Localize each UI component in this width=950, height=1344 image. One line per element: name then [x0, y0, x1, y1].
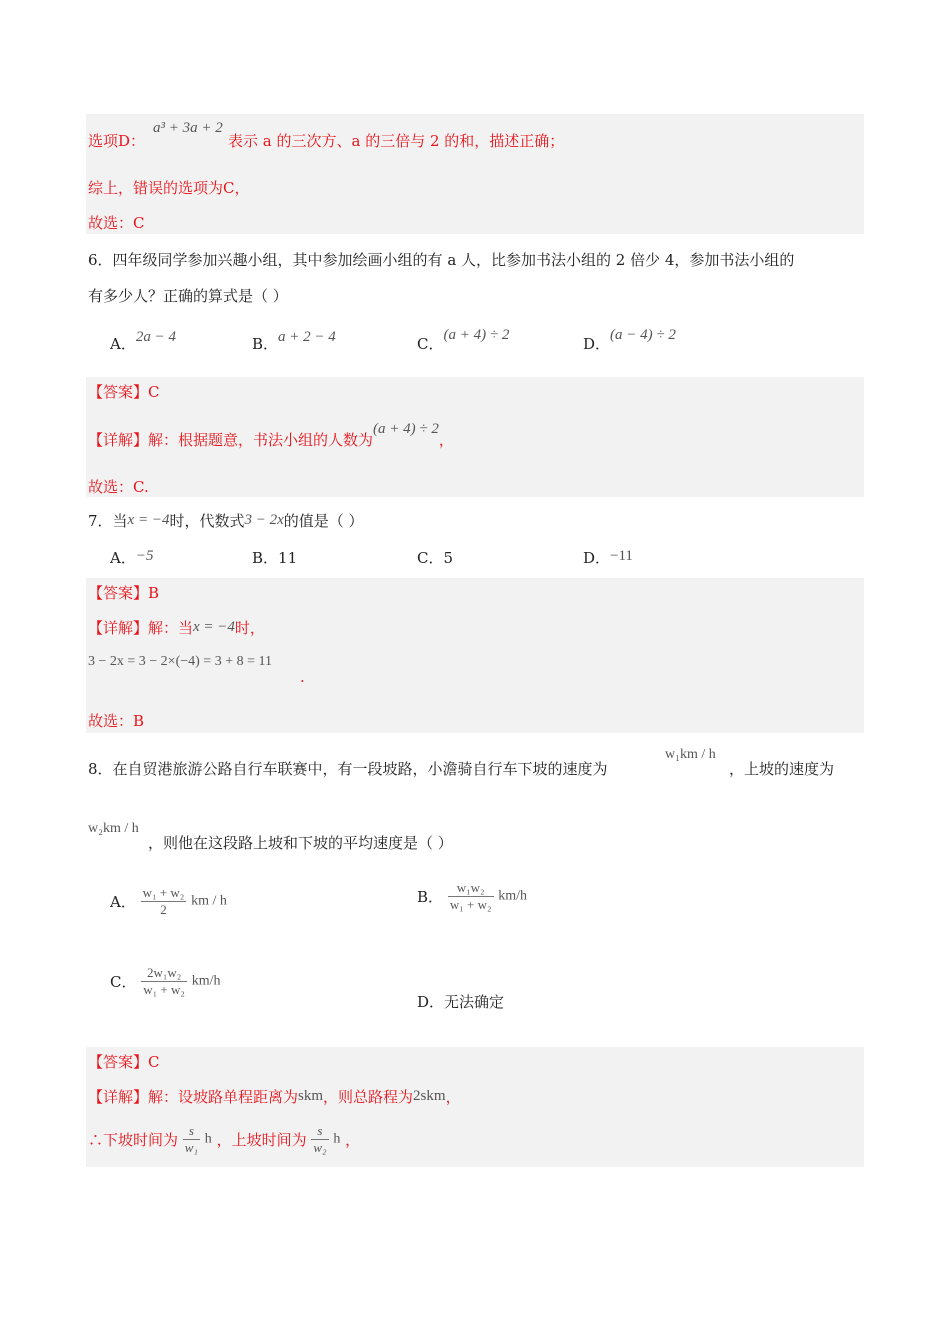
q6-option-d-expr: (a − 4) ÷ 2 — [610, 327, 676, 343]
q8-speed-down: w₁km / h — [665, 747, 716, 762]
q7-stem — [88, 511, 364, 532]
q7-detail — [88, 618, 265, 639]
q6-option-d-label: D． — [583, 335, 611, 353]
q7-detail-prefix: 【详解】解：当 — [88, 619, 194, 637]
q8-answer: 【答案】C — [88, 1053, 160, 1071]
q7-final: 故选：B — [88, 712, 145, 730]
q8-option-c-unit: km/h — [191, 973, 221, 989]
q8-stem-line1-end: ，上坡的速度为 — [729, 760, 835, 778]
q5-option-d-line — [88, 131, 145, 151]
q8-detail-s: skm — [298, 1088, 324, 1104]
q6-stem-line1: 6．四年级同学参加兴趣小组，其中参加绘画小组的有 a 人，比参加书法小组的 2 倍少 4，参加书法小组的 — [88, 251, 795, 269]
q7-option-c-label: C． — [417, 549, 444, 567]
q8-detail-prefix: 【详解】解：设坡路单程距离为 — [88, 1088, 299, 1106]
q7-detail-suffix: 时， — [234, 619, 265, 637]
q7-option-b-value: 11 — [278, 549, 298, 567]
q6-option-c-label: C． — [417, 335, 444, 353]
q7-option-d[interactable] — [583, 548, 633, 569]
q6-option-b-label: B． — [252, 335, 279, 353]
q7-option-a-label: A． — [110, 549, 136, 567]
q6-detail-prefix: 【详解】解：根据题意，书法小组的人数为 — [88, 431, 374, 449]
q8-stem-line1 — [88, 759, 608, 779]
q8-time-up-denominator: w₂ — [313, 1140, 327, 1155]
q8-stem-line1-text: 8．在自贸港旅游公路自行车联赛中，有一段坡路，小澹骑自行车下坡的速度为 — [88, 760, 608, 778]
q5-summary: 综上，错误的选项为C， — [88, 179, 250, 197]
q5-option-d-label: 选项D： — [88, 132, 146, 150]
q7-stem-b: 时，代数式 — [169, 512, 245, 530]
q7-option-d-value: −11 — [610, 548, 633, 564]
q6-option-d[interactable] — [583, 327, 676, 355]
q6-option-a-label: A． — [110, 335, 136, 353]
q8-option-a-unit: km / h — [191, 893, 227, 909]
q8-option-c[interactable] — [110, 965, 221, 998]
q7-stem-c: 的值是（ ） — [283, 512, 364, 530]
q8-therefore: ∴下坡时间为 — [88, 1131, 179, 1149]
q6-option-a[interactable] — [110, 329, 176, 355]
q8-option-b-label: B． — [417, 888, 444, 906]
q8-option-d-text: 无法确定 — [444, 993, 505, 1011]
q8-time-down-fraction — [183, 1123, 200, 1156]
q8-option-a-denominator: 2 — [160, 902, 167, 917]
q8-time-end: ， — [345, 1131, 361, 1149]
q5-final: 故选：C — [88, 214, 145, 232]
q8-speed-up: w₂km / h — [88, 821, 139, 836]
q8-option-b-denominator: w₁ + w₂ — [449, 897, 492, 912]
q7-stem-expr2: 3 − 2x — [244, 512, 284, 528]
q8-detail-end: ， — [445, 1088, 461, 1106]
q8-time-mid: ，上坡时间为 — [216, 1131, 307, 1149]
q8-time-down-denominator: w₁ — [184, 1140, 198, 1155]
q8-option-c-denominator: w₁ + w₂ — [143, 982, 185, 997]
q8-option-a[interactable] — [110, 885, 227, 918]
q8-stem-line2: ，则他在这段路上坡和下坡的平均速度是（ ） — [148, 834, 453, 852]
q6-option-c[interactable] — [417, 327, 510, 355]
q8-option-a-fraction — [141, 885, 187, 918]
q7-answer: 【答案】B — [88, 584, 160, 602]
q6-option-a-expr: 2a − 4 — [135, 329, 176, 345]
q8-option-b-numerator: w₁w₂ — [448, 880, 494, 897]
q8-option-d-label: D． — [417, 993, 445, 1011]
q8-time-up-fraction — [311, 1123, 328, 1156]
q7-detail-expr: x = −4 — [193, 619, 235, 635]
q8-option-c-fraction — [141, 965, 187, 998]
q7-option-b-label: B． — [252, 549, 279, 567]
q7-stem-a: 7．当 — [88, 512, 128, 530]
q7-option-d-label: D． — [583, 549, 611, 567]
q8-option-d[interactable] — [417, 992, 504, 1012]
q6-option-c-expr: (a + 4) ÷ 2 — [443, 327, 510, 343]
q6-option-b[interactable] — [252, 329, 336, 355]
q6-detail-expr: (a + 4) ÷ 2 — [373, 421, 439, 437]
q6-answer: 【答案】C — [88, 383, 160, 401]
q8-detail — [88, 1087, 461, 1108]
q8-option-c-label: C． — [110, 973, 137, 991]
q7-option-a[interactable] — [110, 548, 153, 569]
q5-option-d-expr: a³ + 3a + 2 — [153, 120, 223, 136]
q8-detail-2s: 2skm — [413, 1088, 446, 1104]
q8-time-down-unit: h — [204, 1131, 212, 1147]
q8-time-up-numerator: s — [311, 1123, 328, 1140]
q7-calculation: 3 − 2x = 3 − 2×(−4) = 3 + 8 = 11 — [88, 654, 272, 669]
q8-option-b[interactable] — [417, 880, 527, 913]
q7-stem-expr1: x = −4 — [127, 512, 170, 528]
q8-option-a-numerator: w₁ + w₂ — [142, 885, 185, 900]
q6-detail-suffix: ， — [438, 431, 454, 449]
q7-option-c-value: 5 — [443, 549, 454, 567]
q6-stem-line2: 有多少人？正确的算式是（ ） — [88, 287, 288, 305]
q7-option-c[interactable] — [417, 548, 453, 568]
q7-option-b[interactable] — [252, 548, 297, 568]
q5-option-d-desc: 表示 a 的三次方、a 的三倍与 2 的和，描述正确； — [228, 132, 565, 150]
q6-option-b-expr: a + 2 − 4 — [278, 329, 336, 345]
q7-calculation-dot: . — [300, 668, 305, 686]
q8-option-b-fraction — [448, 880, 494, 913]
q8-times — [88, 1123, 360, 1156]
q8-option-a-label: A． — [110, 893, 136, 911]
q6-final: 故选：C. — [88, 478, 149, 496]
q8-detail-mid: ，则总路程为 — [323, 1088, 414, 1106]
q8-option-b-unit: km/h — [498, 888, 528, 904]
q8-time-down-numerator: s — [183, 1123, 200, 1140]
q8-time-up-unit: h — [333, 1131, 341, 1147]
q7-option-a-value: −5 — [135, 548, 154, 564]
q8-option-c-numerator: 2w₁w₂ — [141, 965, 187, 982]
q6-detail — [88, 421, 454, 451]
